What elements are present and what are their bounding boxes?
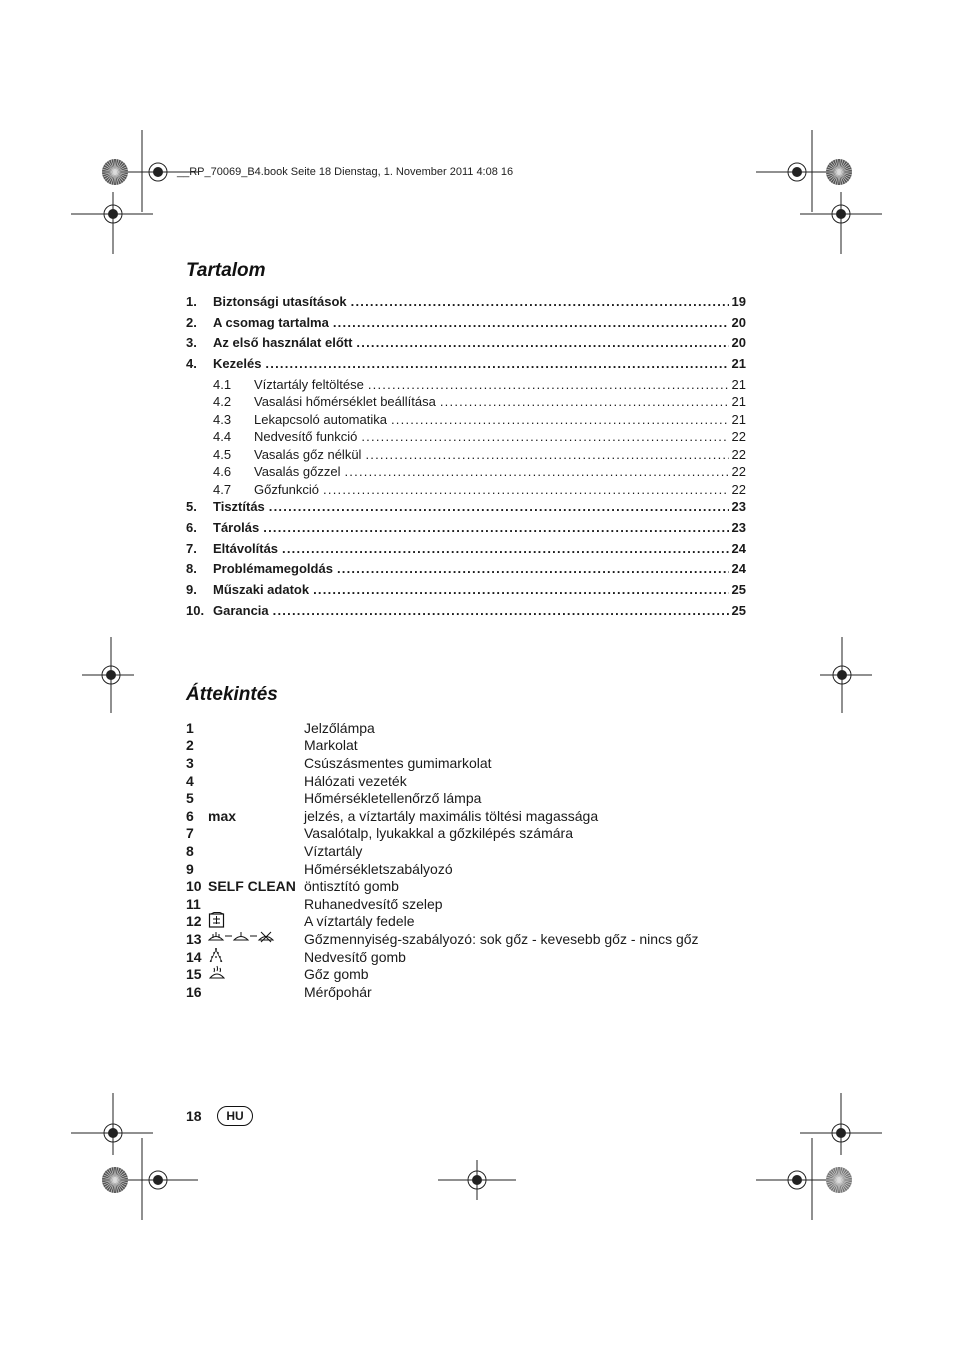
overview-item-description: Gőz gomb — [304, 966, 369, 983]
overview-item — [186, 754, 746, 772]
overview-item-number: 10 — [186, 878, 202, 895]
toc-entry-number: 4.1 — [213, 376, 232, 392]
toc-entry — [186, 603, 746, 624]
toc-leader-dots — [313, 582, 728, 597]
toc-entry-number: 5. — [186, 499, 197, 515]
toc-entry — [186, 394, 746, 412]
toc-entry-label: Tárolás — [213, 519, 260, 535]
toc-entry-page: 19 — [731, 294, 746, 309]
overview-item — [186, 930, 746, 948]
overview-item-symbol — [208, 912, 304, 931]
toc-entry — [186, 499, 746, 520]
overview-item-symbol — [208, 930, 304, 947]
overview-item-description: Csúszásmentes gumimarkolat — [304, 754, 492, 771]
toc-entry-number: 4.3 — [213, 411, 232, 427]
toc-leader-dots — [337, 561, 729, 576]
toc-title: Tartalom — [186, 260, 266, 281]
toc-leader-dots — [263, 520, 728, 535]
toc-leader-dots — [323, 482, 728, 497]
toc-entry — [186, 356, 746, 377]
overview-item-number: 3 — [186, 754, 194, 771]
toc-entry-number: 3. — [186, 335, 197, 351]
toc-entry-page: 21 — [731, 394, 746, 410]
overview-item-number: 1 — [186, 719, 194, 736]
overview-list — [186, 719, 746, 1001]
overview-item-description: A víztartály fedele — [304, 913, 415, 930]
toc-entry-number: 2. — [186, 314, 197, 330]
toc-entry-page: 23 — [731, 499, 746, 515]
overview-item-description: Markolat — [304, 737, 358, 754]
toc-leader-dots — [282, 541, 729, 556]
toc-entry-page: 21 — [731, 411, 746, 427]
toc-entry — [186, 447, 746, 465]
toc-entry-page: 20 — [731, 314, 746, 330]
overview-item-number: 5 — [186, 790, 194, 807]
toc-entry-label: Tisztítás — [213, 499, 265, 515]
toc-entry-label: Az első használat előtt — [213, 335, 353, 351]
toc-entry-label: Problémamegoldás — [213, 561, 333, 577]
overview-item-symbol-text: max — [208, 807, 237, 824]
overview-item — [186, 719, 746, 737]
table-of-contents — [186, 294, 746, 623]
overview-item-number: 12 — [186, 913, 202, 930]
toc-entry-label: Eltávolítás — [213, 540, 279, 556]
toc-entry-number: 10. — [186, 602, 205, 618]
overview-item-symbol-text: SELF CLEAN — [208, 878, 296, 895]
overview-item-symbol — [208, 808, 304, 824]
overview-item — [186, 983, 746, 1001]
overview-item-description: Hálózati vezeték — [304, 772, 407, 789]
overview-item — [186, 895, 746, 913]
toc-entry-page: 25 — [731, 602, 746, 618]
toc-entry-label: A csomag tartalma — [213, 314, 329, 330]
overview-item-description: Hőmérsékletellenőrző lámpa — [304, 790, 482, 807]
toc-entry — [186, 412, 746, 430]
overview-item-symbol — [208, 965, 304, 984]
toc-entry — [186, 335, 746, 356]
spray-icon — [208, 947, 224, 966]
overview-item-number: 7 — [186, 825, 194, 842]
toc-entry-page: 25 — [731, 582, 746, 597]
overview-item — [186, 860, 746, 878]
steam-burst-icon — [208, 965, 226, 984]
toc-leader-dots — [368, 377, 729, 392]
overview-item — [186, 877, 746, 895]
overview-item-description: Vasalótalp, lyukakkal a gőzkilépés számára — [304, 825, 573, 842]
overview-item — [186, 825, 746, 843]
overview-item-number: 15 — [186, 966, 202, 983]
toc-entry-page: 22 — [731, 464, 746, 480]
toc-entry — [186, 464, 746, 482]
toc-entry-number: 4. — [186, 356, 197, 372]
page-number: 18 — [186, 1108, 202, 1124]
toc-leader-dots — [351, 294, 729, 309]
overview-item-number: 13 — [186, 930, 202, 947]
overview-item — [186, 842, 746, 860]
toc-entry-number: 6. — [186, 519, 197, 535]
toc-entry-number: 4.5 — [213, 446, 232, 462]
toc-entry-label: Vasalás gőz nélkül — [254, 446, 362, 462]
toc-entry-page: 21 — [731, 356, 746, 372]
toc-entry-number: 9. — [186, 582, 197, 597]
toc-leader-dots — [265, 356, 728, 371]
overview-item-number: 16 — [186, 983, 202, 1000]
toc-entry-page: 22 — [731, 446, 746, 462]
overview-item-number: 9 — [186, 860, 194, 877]
toc-entry-number: 4.7 — [213, 481, 232, 497]
toc-entry-page: 24 — [731, 540, 746, 556]
toc-leader-dots — [273, 603, 729, 618]
toc-entry-number: 4.6 — [213, 464, 232, 480]
toc-entry — [186, 315, 746, 336]
overview-item-description: jelzés, a víztartály maximális töltési magassága — [304, 807, 599, 824]
overview-item-description: Gőzmennyiség-szabályozó: sok gőz - kevesebb gőz - nincs gőz — [304, 930, 699, 947]
toc-entry-label: Műszaki adatok — [213, 582, 310, 597]
toc-entry-page: 21 — [731, 376, 746, 392]
toc-leader-dots — [344, 464, 728, 479]
toc-entry — [186, 482, 746, 500]
tank-lid-icon — [208, 912, 226, 931]
overview-item-number: 8 — [186, 842, 194, 859]
toc-entry-label: Víztartály feltöltése — [254, 376, 364, 392]
toc-entry-label: Lekapcsoló automatika — [254, 411, 387, 427]
toc-entry-page: 22 — [731, 429, 746, 445]
toc-entry-number: 8. — [186, 561, 197, 577]
overview-title: Áttekintés — [186, 684, 278, 705]
toc-entry-page: 22 — [731, 481, 746, 497]
toc-entry-page: 20 — [731, 335, 746, 351]
steam-levels-icon — [208, 930, 290, 947]
overview-item-symbol — [208, 947, 304, 966]
overview-item-number: 6 — [186, 807, 194, 824]
language-badge: HU — [217, 1106, 253, 1126]
toc-entry-number: 4.2 — [213, 394, 232, 410]
toc-leader-dots — [333, 315, 729, 330]
toc-leader-dots — [365, 447, 728, 462]
overview-item-number: 14 — [186, 948, 202, 965]
overview-item-description: Ruhanedvesítő szelep — [304, 895, 443, 912]
toc-entry — [186, 541, 746, 562]
overview-item — [186, 807, 746, 825]
toc-entry-page: 24 — [731, 561, 746, 577]
toc-entry-label: Nedvesítő funkció — [254, 429, 358, 445]
toc-entry — [186, 429, 746, 447]
toc-entry-number: 7. — [186, 540, 197, 556]
overview-item-description: Nedvesítő gomb — [304, 948, 406, 965]
overview-item-number: 11 — [186, 895, 201, 912]
toc-leader-dots — [356, 335, 728, 350]
overview-item — [186, 772, 746, 790]
toc-entry-label: Biztonsági utasítások — [213, 294, 347, 309]
toc-leader-dots — [391, 412, 729, 427]
toc-leader-dots — [440, 394, 729, 409]
overview-item — [186, 737, 746, 755]
toc-entry-number: 4.4 — [213, 429, 232, 445]
overview-item-description: Hőmérsékletszabályozó — [304, 860, 453, 877]
toc-entry-number: 1. — [186, 294, 197, 309]
overview-item-description: Víztartály — [304, 842, 363, 859]
overview-item-description: Mérőpohár — [304, 983, 372, 1000]
toc-entry — [186, 520, 746, 541]
toc-entry-label: Kezelés — [213, 356, 262, 372]
overview-item — [186, 789, 746, 807]
toc-leader-dots — [269, 499, 729, 514]
toc-entry — [186, 561, 746, 582]
overview-item — [186, 913, 746, 931]
toc-entry-label: Vasalás gőzzel — [254, 464, 341, 480]
toc-leader-dots — [361, 429, 728, 444]
print-header: __RP_70069_B4.book Seite 18 Dienstag, 1. November 2011 4:08 16 — [177, 166, 514, 178]
overview-item — [186, 948, 746, 966]
toc-entry — [186, 294, 746, 315]
toc-entry-page: 23 — [731, 519, 746, 535]
toc-entry-label: Vasalási hőmérséklet beállítása — [254, 394, 436, 410]
overview-item-number: 2 — [186, 737, 194, 754]
toc-entry-label: Gőzfunkció — [254, 481, 320, 497]
overview-item-description: öntisztító gomb — [304, 878, 399, 895]
toc-entry-label: Garancia — [213, 602, 269, 618]
overview-item-number: 4 — [186, 772, 194, 789]
overview-item-description: Jelzőlámpa — [304, 719, 375, 736]
toc-entry — [186, 582, 746, 603]
toc-entry — [186, 377, 746, 395]
overview-item — [186, 965, 746, 983]
overview-item-symbol — [208, 878, 304, 894]
